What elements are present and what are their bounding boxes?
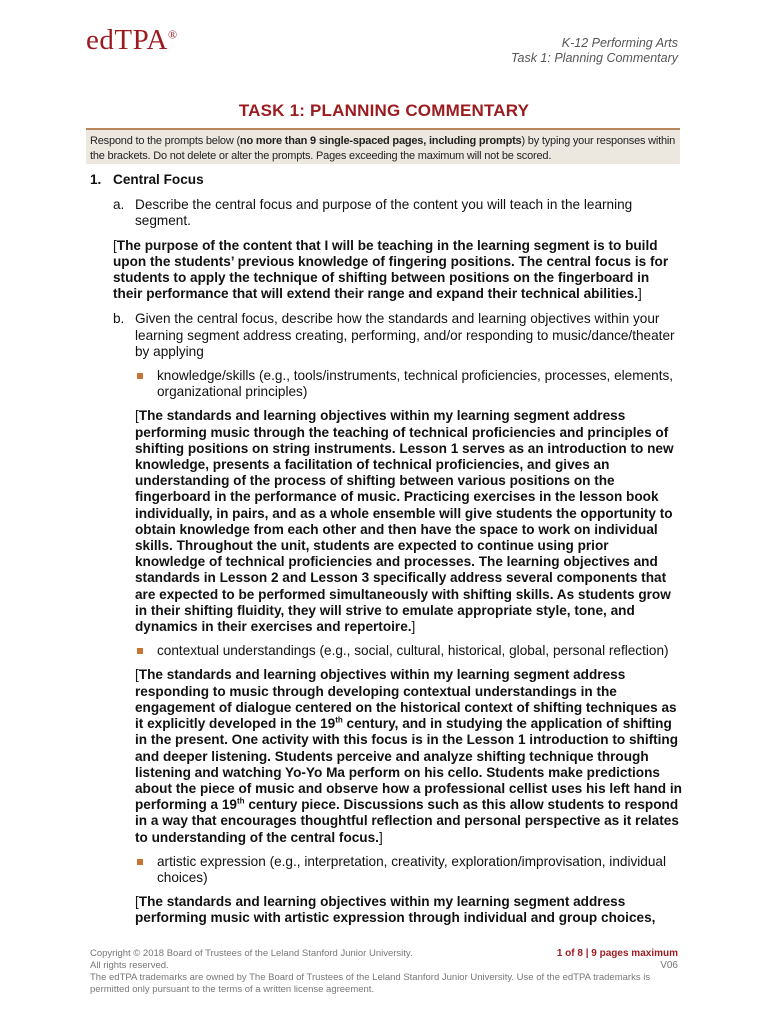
response-contextual-p2: century, and in studying the application of shifting in the present. One activity with this focus is in the Lesson 1 introduction to shifting and deeper listening. Students perceive and analyze shifting technique through listening and watching Yo-Yo Ma perform on his cello. Students make predictions about the piece of music and observe how a professional cellist uses his left hand in performing a 19 <box>135 716 682 813</box>
prompt-b <box>90 311 682 360</box>
rights-line: All rights reserved. <box>90 960 169 971</box>
response-knowledge[interactable]: [The standards and learning objectives within my learning segment address performing music through the teaching of technical proficiencies and principles of shifting positions on string instruments. Lesson 1 serves as an introduction to new knowledge, presents a facilitation of technical proficiencies, and gives an understanding of the process of shifting between various positions on the fingerboard in the performance of music. Practicing exercises in the lesson book individually, in pairs, and as a whole ensemble will give students the opportunity to obtain knowledge from each other and then have the space to work on individual skills. Throughout the unit, students are expected to continue using prior knowledge of technical proficiencies and processes. The learning objectives and standards in Lesson 2 and Lesson 3 specifically address several components that are expected to be performed simultaneously with shifting skills. As students grow in their shifting fluidity, they will strive to emulate appropriate style, tone, and dynamics in their exercises and repertoire.] <box>135 408 674 635</box>
header-subject: K-12 Performing Arts <box>561 36 678 50</box>
prompt-a-text: Describe the central focus and purpose of the content you will teach in the learning segment. <box>135 197 633 229</box>
header-info <box>511 36 678 66</box>
notice-bold: no more than 9 single-spaced pages, including prompts <box>239 135 522 147</box>
prompt-a <box>90 197 682 229</box>
section-heading <box>90 172 682 188</box>
response-a[interactable]: [The purpose of the content that I will be teaching in the learning segment is to build upon the students’ previous knowledge of fingering positions. The central focus is for students to apply the technique of shifting between positions on the fingerboard in their performance that will extend their range and expand their technical abilities.] <box>113 237 669 302</box>
page-count: 1 of 8 | 9 pages maximum <box>556 948 678 959</box>
section-title: Central Focus <box>113 172 204 187</box>
prompt-b-letter: b. <box>113 311 125 327</box>
bullet-knowledge-text: knowledge/skills (e.g., tools/instruments, technical proficiencies, processes, elements, organizational principles) <box>157 368 674 400</box>
response-knowledge-text: The standards and learning objectives within my learning segment address performing music through the teaching of technical proficiencies and principles of shifting positions on string instruments. Lesson 1 serves as an introduction to new knowledge, presents a facilitation of technical proficiencies, and gives an understanding of the process of shifting between various positions on the fingerboard in the performance of music. Practicing exercises in the lesson book individually, in pairs, and as a whole ensemble will give students the opportunity to obtain knowledge from each other and then have the space to work on individual skills. Throughout the unit, students are expected to continue using prior knowledge of technical proficiencies and processes. The learning objectives and standards in Lesson 2 and Lesson 3 specifically address several components that are expected to be performed simultaneously with shifting skills. As students grow in their shifting fluidity, they will strive to emulate appropriate style, tone, and dynamics in their exercises and repertoire. <box>135 408 674 635</box>
response-contextual[interactable]: [The standards and learning objectives within my learning segment address responding to music through developing contextual understandings in the engagement of dialogue centered on the historical context of shifting techniques as it explicitly developed in the 19th century, and in studying the application of shifting in the present. One activity with this focus is in the Lesson 1 introduction to shifting and deeper listening. Students perceive and analyze shifting technique through listening and watching Yo-Yo Ma perform on his cello. Students make predictions about the piece of music and observe how a professional cellist uses his left hand in performing a 19th century piece. Discussions such as this allow students to respond in a way that encourages thoughtful reflection and personal perspective as it relates to understanding of the central focus.] <box>135 667 682 845</box>
notice-after: ) by typing your responses within the brackets. Do not delete or alter the prompts. Pages exceeding the maximum will not be scored. <box>90 135 676 162</box>
edtpa-logo <box>86 24 178 57</box>
bullet-square-icon <box>137 859 143 865</box>
prompt-a-letter: a. <box>113 197 125 213</box>
registered-mark: ® <box>168 27 178 42</box>
bullet-square-icon <box>137 373 143 379</box>
bullet-contextual-text: contextual understandings (e.g., social, cultural, historical, global, personal reflection) <box>157 643 669 659</box>
bullet-knowledge <box>90 368 682 400</box>
response-artistic[interactable]: [The standards and learning objectives within my learning segment address performing music with artistic expression through individual and group choices, <box>135 894 656 926</box>
prompt-b-text: Given the central focus, describe how the standards and learning objectives within your learning segment address creating, performing, and/or responding to music/dance/theater by applying <box>135 311 675 359</box>
superscript-th: th <box>236 796 245 806</box>
bullet-artistic <box>90 854 682 886</box>
response-contextual-p1: The standards and learning objectives within my learning segment address responding to music through developing contextual understandings in the engagement of dialogue centered on the historical context of shifting techniques as it explicitly developed in the 19 <box>135 667 677 732</box>
notice-before: Respond to the prompts below ( <box>90 135 240 147</box>
bullet-square-icon <box>137 648 143 654</box>
page-title: TASK 1: PLANNING COMMENTARY <box>238 101 530 120</box>
response-a-text: The purpose of the content that I will be teaching in the learning segment is to build upon the students’ previous knowledge of fingering positions. The central focus is for students to apply the technique of shifting between positions on the fingerboard in their performance that will extend their range and expand their technical abilities. <box>113 237 669 302</box>
bullet-artistic-text: artistic expression (e.g., interpretation, creativity, exploration/improvisation, individual choices) <box>157 853 666 885</box>
version-label: V06 <box>660 960 678 971</box>
section-number: 1. <box>90 172 102 187</box>
instructions-box <box>86 128 680 164</box>
copyright-line: Copyright © 2018 Board of Trustees of the Leland Stanford Junior University. <box>90 948 413 959</box>
superscript-th: th <box>335 715 343 725</box>
footer-page-info <box>557 948 678 972</box>
trademark-line: The edTPA trademarks are owned by The Board of Trustees of the Leland Stanford Junior University. Use of the edTPA trademarks is permitted only pursuant to the terms of a written license agreement. <box>90 972 651 995</box>
logo-text: edTPA <box>86 24 168 56</box>
response-contextual-p3: century piece. Discussions such as this allow students to respond in a way that encourages thoughtful reflection and personal perspective as it relates to understanding of the central focus. <box>135 797 679 845</box>
commentary-body <box>90 172 682 935</box>
bullet-contextual <box>90 643 682 659</box>
header-task: Task 1: Planning Commentary <box>511 51 678 65</box>
response-artistic-text: The standards and learning objectives within my learning segment address performing music with artistic expression through individual and group choices, <box>135 894 656 926</box>
